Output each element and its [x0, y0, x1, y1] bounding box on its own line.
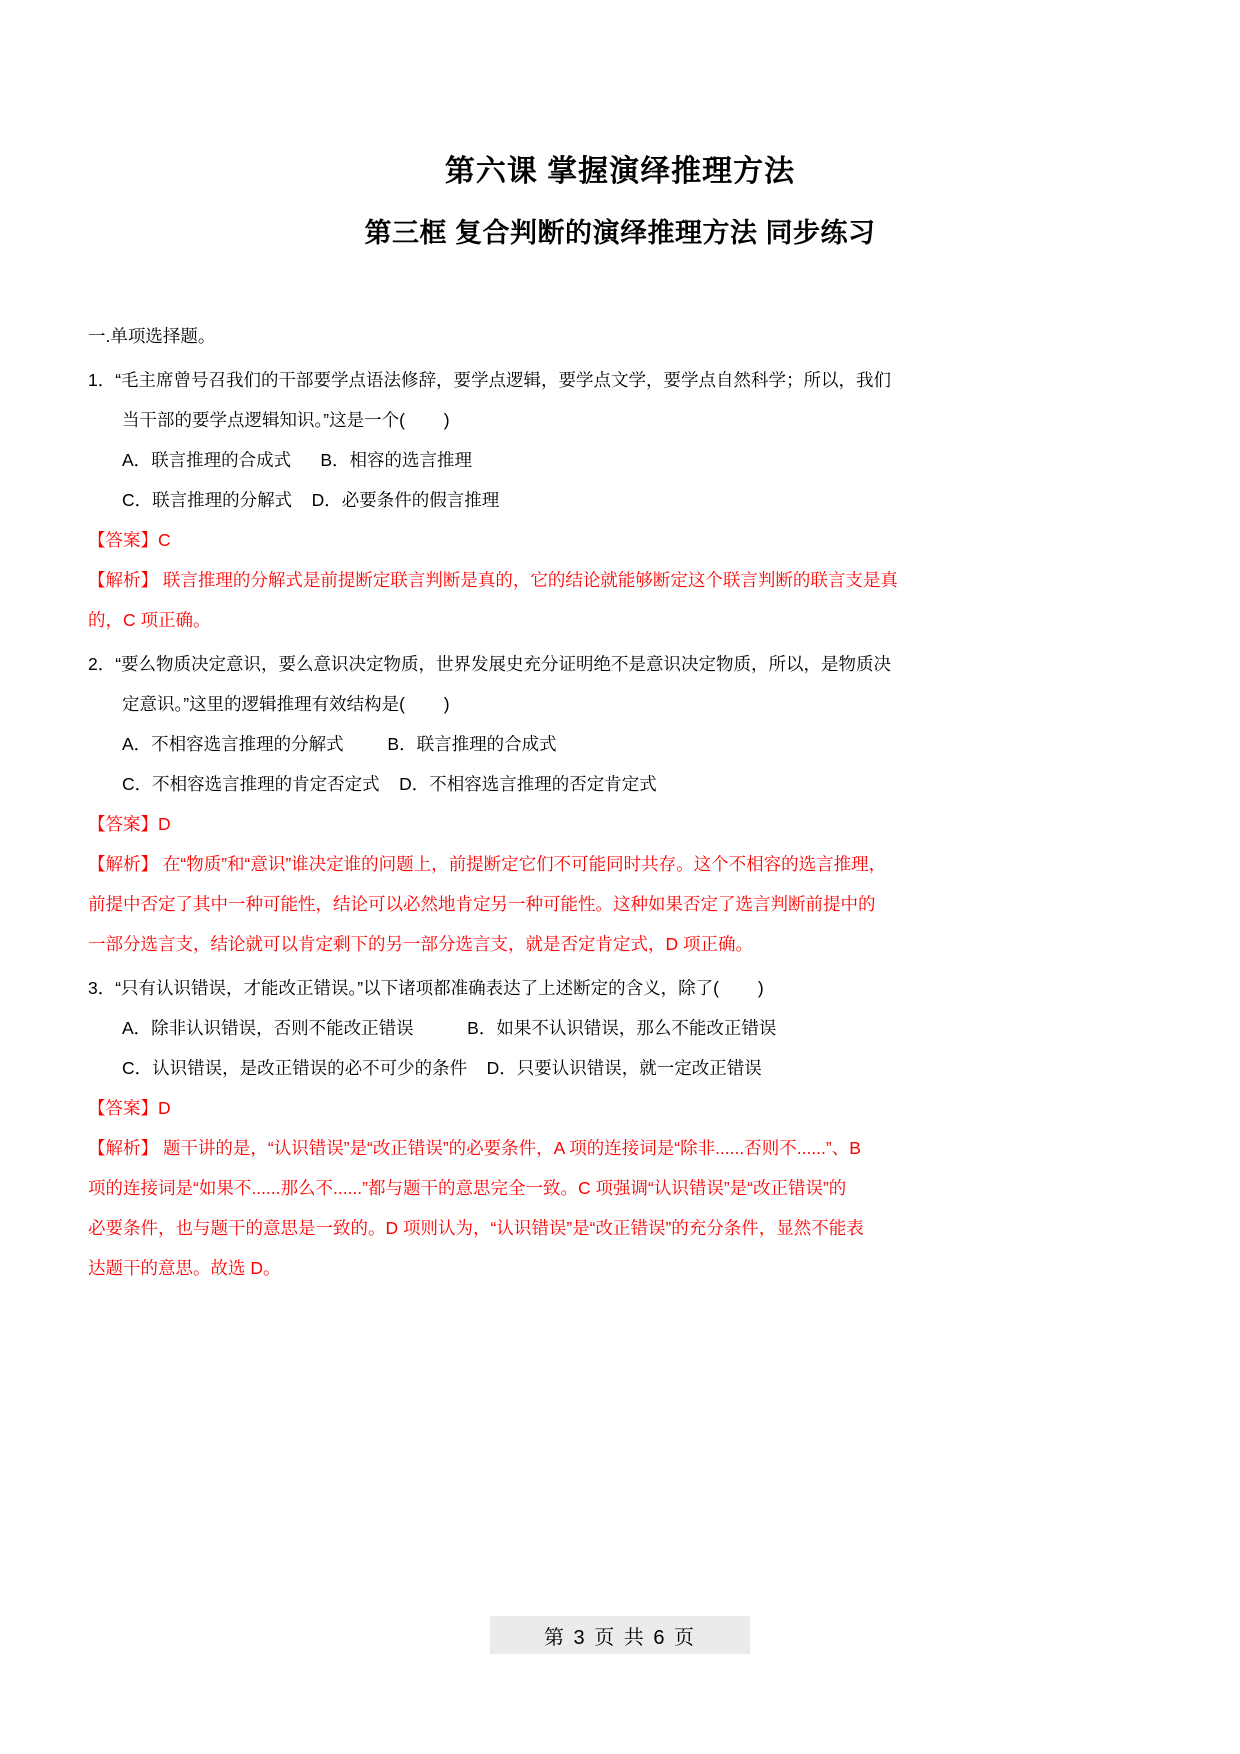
document-body: [0, 323, 1240, 1288]
page-subtitle: 第三框 复合判断的演绎推理方法 同步练习: [364, 217, 876, 248]
explanation-line: 项的连接词是“如果不......那么不......”都与题干的意思完全一致。C 项强调“认识错误”是“改正错误”的: [88, 1178, 847, 1199]
explanation-line: 一部分选言支，结论就可以肯定剩下的另一部分选言支，就是否定肯定式，D 项正确。: [88, 934, 753, 955]
question-stem-line: 当干部的要学点逻辑知识。”这是一个( ): [122, 410, 450, 431]
section-heading: 一.单项选择题。: [88, 325, 216, 346]
question-item: [88, 360, 1152, 640]
question-stem-line: 1．“毛主席曾号召我们的干部要学点语法修辞，要学点逻辑，要学点文学，要学点自然科学；所以，我们: [88, 370, 892, 391]
question-item: [88, 968, 1152, 1288]
answer-line: 【答案】D: [88, 1098, 171, 1119]
question-options-line: C．不相容选言推理的肯定否定式 D．不相容选言推理的否定肯定式: [122, 774, 657, 795]
explanation-line: 前提中否定了其中一种可能性，结论可以必然地肯定另一种可能性。这种如果否定了选言判断前提中的: [88, 894, 876, 915]
explanation-line: 必要条件，也与题干的意思是一致的。D 项则认为，“认识错误”是“改正错误”的充分条件，显然不能表: [88, 1218, 864, 1239]
explanation-line: 达题干的意思。故选 D。: [88, 1258, 281, 1279]
question-stem-line: 2．“要么物质决定意识，要么意识决定物质，世界发展史充分证明绝不是意识决定物质，所以，是物质决: [88, 654, 892, 675]
question-stem-line: 定意识。”这里的逻辑推理有效结构是( ): [122, 694, 450, 715]
question-options-line: A．除非认识错误，否则不能改正错误 B．如果不认识错误，那么不能改正错误: [122, 1018, 777, 1039]
question-options-line: A．不相容选言推理的分解式 B．联言推理的合成式: [122, 734, 557, 755]
page-number-text: 第 3 页 共 6 页: [543, 1626, 697, 1649]
page-footer: [0, 1604, 1240, 1754]
question-stem-line: 3．“只有认识错误，才能改正错误。”以下诸项都准确表达了上述断定的含义，除了( ): [88, 978, 764, 999]
explanation-line: 【解析】 联言推理的分解式是前提断定联言判断是真的，它的结论就能够断定这个联言判断的联言支是真: [88, 570, 898, 591]
explanation-line: 的，C 项正确。: [88, 610, 211, 631]
answer-line: 【答案】D: [88, 814, 171, 835]
explanation-line: 【解析】 在“物质”和“意识”谁决定谁的问题上，前提断定它们不可能同时共存。这个不相容的选言推理，: [88, 854, 887, 875]
answer-line: 【答案】C: [88, 530, 171, 551]
question-item: [88, 644, 1152, 964]
explanation-line: 【解析】 题干讲的是，“认识错误”是“改正错误”的必要条件，A 项的连接词是“除非......否则不......”、B: [88, 1138, 861, 1159]
footer-page-indicator: [490, 1616, 750, 1654]
page-title: 第六课 掌握演绎推理方法: [444, 155, 796, 188]
question-options-line: A．联言推理的合成式 B．相容的选言推理: [122, 450, 473, 471]
question-options-line: C．认识错误，是改正错误的必不可少的条件 D．只要认识错误，就一定改正错误: [122, 1058, 762, 1079]
question-options-line: C．联言推理的分解式 D．必要条件的假言推理: [122, 490, 500, 511]
